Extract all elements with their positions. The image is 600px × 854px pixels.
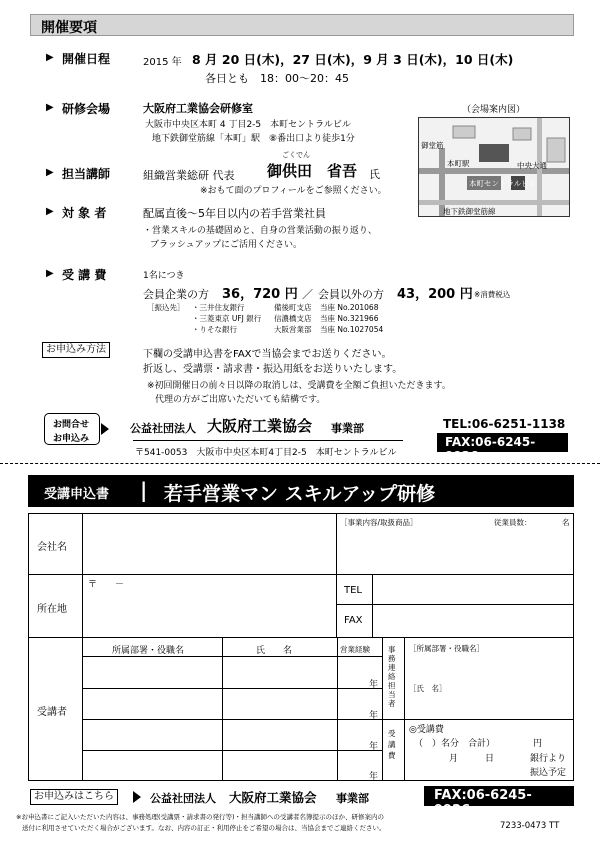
grid-line: [336, 513, 337, 637]
bullet-arrow-icon: ▶: [46, 206, 54, 217]
attendee-dept-input[interactable]: [84, 752, 220, 780]
map-label: 本町セントラルビル: [469, 179, 537, 188]
fee-per: 1名につき: [143, 271, 185, 281]
attendee-dept-input[interactable]: [84, 658, 220, 687]
instructor-name: 御供田 省吾: [267, 162, 358, 180]
bank-label: ［振込先］: [147, 303, 185, 312]
fee-member-label: 会員企業の方: [143, 288, 209, 301]
employees-unit: 名: [562, 518, 570, 527]
target-note: ブラッシュアップにご活用ください。: [150, 240, 303, 250]
grid-line: [222, 637, 223, 781]
target-text: 配属直後～5年目以内の若手営業社員: [143, 207, 326, 220]
grid-line: [382, 719, 574, 720]
grid-line: [372, 574, 373, 637]
fax-label: FAX: [344, 615, 363, 626]
fee-sep: ／: [302, 288, 313, 301]
year-unit: 年: [369, 742, 379, 752]
address-input[interactable]: [84, 590, 334, 635]
liaison-name-input[interactable]: [406, 694, 572, 718]
fee-label: 受 講 費: [62, 268, 107, 282]
map-caption: （会場案内図）: [462, 105, 526, 115]
apply-label: お申込み方法: [42, 342, 110, 358]
fee-yen: 円: [533, 739, 543, 749]
section-title: 開催要項: [41, 20, 97, 36]
grid-line: [337, 637, 338, 781]
fee-bank: 銀行より: [530, 754, 567, 764]
bullet-arrow-icon: ▶: [46, 167, 54, 178]
grid-line: [404, 637, 405, 781]
address-label: 所在地: [37, 604, 67, 615]
attendee-name-input[interactable]: [224, 658, 336, 687]
instructor-label: 担当講師: [62, 167, 111, 181]
year-unit: 年: [369, 711, 379, 721]
liaison-dept-label: ［所属部署・役職名］: [409, 644, 484, 653]
form-banner-sep: |: [140, 478, 148, 502]
footer-org: 大阪府工業協会: [229, 790, 317, 805]
dates-label: 開催日程: [62, 52, 111, 66]
footer-org-prefix: 公益社団法人: [150, 792, 216, 805]
grid-line: [382, 637, 383, 781]
apply-line: 折返し、受講票・請求書・振込用紙をお送りいたします。: [143, 364, 403, 375]
dates-list: 8 月 20 日(木)，27 日(木)，9 月 3 日(木)，10 日(木): [192, 52, 514, 67]
footer-label: お申込みはこちら: [30, 789, 118, 805]
bank-branch: 信濃橋支店: [274, 314, 312, 323]
attendee-name-input[interactable]: [224, 721, 336, 749]
bank-name: ・三菱東京 UFJ 銀行: [192, 314, 262, 323]
year-unit: 年: [369, 680, 379, 690]
venue-map: [418, 117, 570, 217]
footer-fax: FAX:06-6245-9926: [424, 786, 574, 806]
fax-input[interactable]: [374, 606, 572, 635]
footer-note: 送付に利用させていただく場合がございます。なお、内容の訂正・利用停止をご希望の場合は、当協会までご連絡ください。: [22, 824, 386, 832]
attendee-dept-input[interactable]: [84, 690, 220, 718]
instructor-org: 組織営業総研 代表: [143, 169, 235, 182]
liaison-name-label: ［氏 名］: [409, 684, 447, 693]
bullet-arrow-icon: ▶: [46, 268, 54, 279]
venue-access: 地下鉄御堂筋線「本町」駅 ⑧番出口より徒歩1分: [152, 134, 355, 144]
business-input[interactable]: [338, 528, 572, 572]
col-name-header: 氏 名: [256, 646, 293, 656]
grid-line: [336, 604, 574, 605]
form-banner: [28, 475, 574, 507]
tel-label: TEL: [344, 585, 362, 596]
dates-time: 各日とも 18：00～20：45: [205, 72, 349, 85]
bullet-arrow-icon: ▶: [46, 102, 54, 113]
contact-label: お申込み: [53, 434, 90, 444]
fee-col-label: 受講費: [388, 729, 396, 760]
fee-plan: 振込予定: [530, 768, 567, 778]
contact-org-prefix: 公益社団法人: [130, 422, 196, 435]
instructor-suffix: 氏: [369, 168, 380, 181]
map-label: 中央大通: [517, 161, 547, 170]
footer-arrow-icon: [133, 791, 141, 803]
employees-label: 従業員数：: [494, 518, 532, 527]
dates-year: 2015 年: [143, 57, 182, 68]
attendee-label: 受講者: [37, 707, 67, 718]
contact-dept: 事業部: [331, 422, 364, 435]
col-dept-header: 所属部署・役職名: [112, 646, 185, 656]
footer-dept: 事業部: [336, 792, 369, 805]
bank-branch: 大阪営業部: [274, 325, 312, 334]
grid-line: [28, 637, 574, 638]
contact-divider: [133, 440, 403, 441]
bank-name: ・三井住友銀行: [192, 303, 245, 312]
apply-line: 下欄の受講申込書をFAXで当協会までお送りください。: [143, 349, 392, 360]
map-label: 地下鉄御堂筋線: [443, 207, 496, 216]
instructor-ruby: ごくでん: [282, 151, 310, 159]
attendee-name-input[interactable]: [224, 752, 336, 780]
grid-line: [82, 513, 83, 781]
section-header: [30, 14, 574, 36]
contact-tel: TEL:06-6251-1138: [443, 417, 566, 431]
contact-label-box: [44, 413, 100, 445]
venue-name: 大阪府工業協会研修室: [143, 102, 253, 115]
attendee-dept-input[interactable]: [84, 721, 220, 749]
fee-nonmember-price: 43，200 円: [397, 287, 473, 302]
apply-note: ※初回開催日の前々日以降の取消しは、受講費を全額ご負担いただきます。: [147, 381, 451, 391]
bank-account: 当座 No.201068: [320, 303, 379, 312]
col-exp-header: 営業経験: [340, 645, 370, 654]
fee-date: 月 日: [449, 754, 495, 764]
year-unit: 年: [369, 772, 379, 782]
liaison-dept-input[interactable]: [406, 655, 572, 679]
bank-branch: 備後町支店: [274, 303, 312, 312]
fee-member-price: 36，720 円: [222, 287, 298, 302]
venue-address: 大阪市中央区本町 4 丁目2-5 本町セントラルビル: [145, 120, 351, 130]
business-label: ［事業内容/取扱商品］: [340, 518, 418, 527]
company-input[interactable]: [84, 515, 334, 573]
target-note: ・営業スキルの基礎固めと、自身の営業活動の振り返り、: [143, 226, 377, 236]
cut-line: [0, 463, 600, 464]
attendee-name-input[interactable]: [224, 690, 336, 718]
target-label: 対 象 者: [62, 206, 107, 220]
instructor-note: ※おもて面のプロフィールをご参照ください。: [200, 186, 387, 196]
form-banner-left: 受講申込書: [44, 487, 110, 502]
bullet-arrow-icon: ▶: [46, 52, 54, 63]
company-label: 会社名: [37, 542, 67, 553]
contact-address: 〒541-0053 大阪市中央区本町4丁目2-5 本町セントラルビル: [135, 448, 397, 458]
map-label: 本町駅: [447, 159, 470, 168]
contact-label: お問合せ: [53, 420, 90, 430]
grid-line: [28, 574, 574, 575]
tel-input[interactable]: [374, 576, 572, 603]
form-banner-title: 若手営業マン スキルアップ研修: [164, 483, 436, 505]
bank-name: ・りそな銀行: [192, 325, 237, 334]
contact-arrow-icon: [101, 423, 109, 435]
venue-label: 研修会場: [62, 102, 111, 116]
map-drawing: [419, 118, 570, 217]
fee-nonmember-label: 会員以外の方: [318, 288, 384, 301]
apply-note: 代理の方がご出席いただいても結構です。: [155, 395, 326, 405]
liaison-label: 事務連絡担当者: [388, 645, 396, 708]
footer-code: 7233-0473 TT: [500, 821, 560, 831]
fee-tax: ※消費税込: [474, 290, 511, 299]
contact-org: 大阪府工業協会: [207, 417, 313, 435]
map-label: 御堂筋: [421, 141, 444, 150]
contact-fax: FAX:06-6245-9926: [437, 433, 568, 452]
footer-note: ※お申込書にご記入いただいた内容は、事務処理(受講票・請求書の発行等)・担当講師への受講者名簿提示のほか、研修案内の: [16, 813, 385, 821]
postal-label: 〒 －: [88, 580, 125, 590]
bank-account: 当座 No.321966: [320, 314, 379, 323]
fee-title: ◎受講費: [409, 725, 444, 735]
fee-count: （ ）名分 合計）: [414, 739, 496, 749]
bank-account: 当座 No.1027054: [320, 325, 384, 334]
